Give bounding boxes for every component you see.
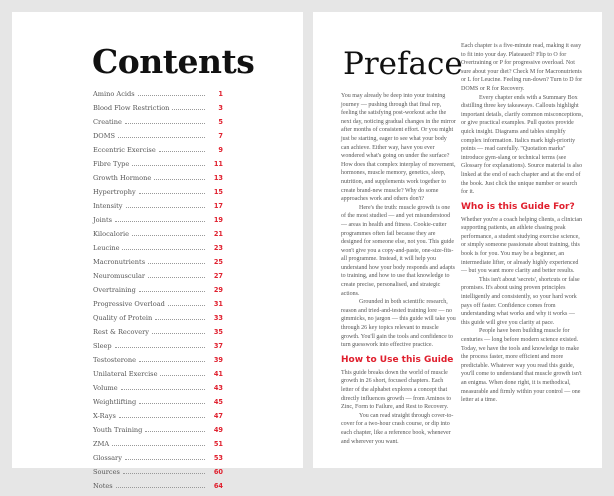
- toc-page-number: 39: [213, 356, 223, 364]
- toc-entry[interactable]: [93, 398, 223, 412]
- toc-label: Amino Acids: [93, 90, 135, 98]
- paragraph: Whether you're a coach helping clients, a clinician supporting patients, an athlete chasing peak performance, a student studying exercise science, or simply someone passionate about training, this book is for you. You may be a beginner, an intermediate lifter, or already highly experienced — but you want more clarity and better results.: [461, 216, 583, 275]
- toc-page-number: 37: [213, 342, 223, 350]
- toc-entry[interactable]: [93, 132, 223, 146]
- toc-page-number: 53: [213, 454, 223, 462]
- toc-leader-dots: [139, 287, 205, 292]
- paragraph: Every chapter ends with a Summary Box distilling three key takeaways. Callouts highlight important details, clarify common misconceptions, or give practical examples. Pull quotes provide quick insight. Diagrams and tables simplify complex information. Italics mark high-priority points — read carefully. "Quotation marks" introduce gym-slang or technical terms (see Glossary for explanations). Source material is also linked at the end of each chapter and at the end of the book. Just click the unique number or search for it.: [461, 94, 583, 196]
- toc-leader-dots: [116, 483, 205, 488]
- toc-label: Fibre Type: [93, 160, 130, 168]
- toc-label: Sleep: [93, 342, 112, 350]
- toc-entry[interactable]: [93, 426, 223, 440]
- paragraph: Grounded in both scientific research, reason and tried-and-tested training lore — no gimmicks, no jargon — this guide will take you through 26 key topics relevant to muscle growth. You'll gain the tools and confidence to turn guesswork into effective practice.: [341, 299, 456, 349]
- toc-entry[interactable]: [93, 356, 223, 370]
- toc-label: Overtraining: [93, 286, 136, 294]
- toc-entry[interactable]: [93, 160, 223, 174]
- toc-page-number: 47: [213, 412, 223, 420]
- section-heading: How to Use this Guide: [341, 354, 454, 365]
- toc-leader-dots: [132, 161, 205, 166]
- toc-leader-dots: [115, 343, 205, 348]
- table-of-contents: [93, 90, 223, 496]
- toc-entry[interactable]: [93, 146, 223, 160]
- toc-label: Notes: [93, 482, 113, 490]
- toc-leader-dots: [125, 119, 205, 124]
- toc-entry[interactable]: [93, 272, 223, 286]
- toc-entry[interactable]: [93, 314, 223, 328]
- toc-leader-dots: [132, 231, 205, 236]
- toc-entry[interactable]: [93, 440, 223, 454]
- toc-page-number: 43: [213, 384, 223, 392]
- toc-entry[interactable]: [93, 342, 223, 356]
- toc-page-number: 49: [213, 426, 223, 434]
- toc-page-number: 11: [213, 160, 223, 168]
- toc-leader-dots: [119, 413, 205, 418]
- toc-leader-dots: [139, 399, 205, 404]
- paragraph: This guide breaks down the world of muscle growth in 26 short, focused chapters. Each letter of the alphabet explores a concept that directly influences growth — from Aminos to Zinc, Form to Failure, and Rest to Recovery.: [341, 369, 451, 411]
- toc-page-number: 45: [213, 398, 223, 406]
- toc-entry[interactable]: [93, 328, 223, 342]
- toc-page-number: 31: [213, 300, 223, 308]
- toc-page-number: 1: [218, 90, 223, 98]
- toc-page-number: 21: [213, 230, 223, 238]
- toc-leader-dots: [148, 259, 205, 264]
- toc-entry[interactable]: [93, 118, 223, 132]
- toc-page-number: 17: [213, 202, 223, 210]
- toc-entry[interactable]: [93, 174, 223, 188]
- toc-leader-dots: [121, 385, 205, 390]
- toc-label: Testosterone: [93, 356, 136, 364]
- toc-leader-dots: [145, 427, 205, 432]
- toc-label: Eccentric Exercise: [93, 146, 156, 154]
- toc-page-number: 64: [213, 482, 223, 490]
- toc-page-number: 5: [218, 118, 223, 126]
- toc-label: DOMS: [93, 132, 115, 140]
- toc-leader-dots: [155, 315, 205, 320]
- toc-page-number: 25: [213, 258, 223, 266]
- preface-title: Preface: [343, 46, 463, 82]
- toc-leader-dots: [118, 133, 205, 138]
- toc-entry[interactable]: [93, 300, 223, 314]
- toc-leader-dots: [125, 455, 205, 460]
- toc-page-number: 15: [213, 188, 223, 196]
- toc-entry[interactable]: [93, 202, 223, 216]
- toc-page-number: 13: [213, 174, 223, 182]
- text-column-1: [341, 92, 456, 446]
- toc-leader-dots: [172, 105, 205, 110]
- toc-page-number: 3: [218, 104, 223, 112]
- toc-label: Volume: [93, 384, 118, 392]
- toc-leader-dots: [126, 203, 205, 208]
- toc-entry[interactable]: [93, 188, 223, 202]
- toc-label: Weightlifting: [93, 398, 137, 406]
- toc-entry[interactable]: [93, 230, 223, 244]
- contents-page: [12, 12, 303, 490]
- toc-label: Creatine: [93, 118, 122, 126]
- toc-label: Joints: [93, 216, 113, 224]
- toc-leader-dots: [152, 329, 205, 334]
- toc-label: Blood Flow Restriction: [93, 104, 170, 112]
- toc-entry[interactable]: [93, 104, 223, 118]
- toc-label: Youth Training: [93, 426, 143, 434]
- paragraph: You can read straight through cover-to-cover for a two-hour crash course, or dip into each chapter, like a reference book, whenever and wherever you want.: [341, 412, 454, 445]
- toc-leader-dots: [122, 245, 205, 250]
- toc-label: Hypertrophy: [93, 188, 136, 196]
- paragraph: People have been building muscle for centuries — long before modern science existed. Today, we have the tools and knowledge to make the process faster, more efficient and more predictable. Whatever way you read this guide, you'll come to understand that muscle growth isn't an enigma. When done right, it is methodical, measurable and firmly within your control — one letter at a time.: [461, 328, 582, 404]
- toc-entry[interactable]: [93, 258, 223, 272]
- toc-label: Glossary: [93, 454, 122, 462]
- toc-leader-dots: [159, 147, 205, 152]
- toc-leader-dots: [139, 357, 205, 362]
- paragraph: Here's the truth: muscle growth is one of the most studied — and yet misunderstood — areas in health and fitness. Cookie-cutter programmes often fail because they are designed for someone else, not you. This guide won't give you a copy-and-paste, one-size-fits-all programme. Instead, it will help you understand how your body responds and adapts to training, and how to use that knowledge to create precise, personalised, and strategic actions.: [341, 204, 455, 297]
- toc-entry[interactable]: [93, 244, 223, 258]
- toc-entry[interactable]: [93, 412, 223, 426]
- text-column-2: [461, 42, 583, 405]
- toc-label: X-Rays: [93, 412, 116, 420]
- toc-leader-dots: [168, 301, 205, 306]
- section-heading: Who is this Guide For?: [461, 201, 575, 212]
- toc-page-number: 23: [213, 244, 223, 252]
- toc-entry[interactable]: [93, 384, 223, 398]
- toc-page-number: 9: [218, 146, 223, 154]
- contents-title: Contents: [92, 42, 255, 81]
- paragraph: This isn't about 'secrets', shortcuts or false promises. It's about using proven principles intelligently and consistently, so your hard work pays off faster. Confidence comes from understanding what works and why it works — this guide will give you clarity at pace.: [461, 276, 580, 326]
- toc-label: Neuromuscular: [93, 272, 146, 280]
- paragraph: Each chapter is a five-minute read, making it easy to fit into your day. Plateaued? Flip to O for Overtraining or P for progressive overload. Not sure about your diet? Check M for Macronutrients or L for Leucine. Feeling run-down? Turn to D for DOMS or R for Recovery.: [461, 43, 583, 92]
- toc-leader-dots: [148, 273, 205, 278]
- toc-entry[interactable]: [93, 482, 223, 496]
- toc-label: Quality of Protein: [93, 314, 153, 322]
- toc-label: Sources: [93, 468, 120, 476]
- toc-label: Macronutrients: [93, 258, 146, 266]
- toc-label: Unilateral Exercise: [93, 370, 158, 378]
- toc-page-number: 60: [213, 468, 223, 476]
- preface-page: [313, 12, 602, 468]
- toc-page-number: 7: [218, 132, 223, 140]
- toc-label: Intensity: [93, 202, 123, 210]
- toc-label: Leucine: [93, 244, 120, 252]
- toc-leader-dots: [115, 217, 205, 222]
- toc-label: Kilocalorie: [93, 230, 129, 238]
- toc-label: Progressive Overload: [93, 300, 165, 308]
- toc-page-number: 35: [213, 328, 223, 336]
- toc-page-number: 29: [213, 286, 223, 294]
- toc-entry[interactable]: [93, 286, 223, 300]
- toc-leader-dots: [139, 189, 205, 194]
- toc-label: Growth Hormone: [93, 174, 152, 182]
- toc-page-number: 27: [213, 272, 223, 280]
- toc-page-number: 19: [213, 216, 223, 224]
- paragraph: You may already be deep into your training journey — pushing through that final rep, feeling the satisfying post-workout ache the next day, noticing gradual changes in the mirror after months of consistent effort. Or you might just be starting, eager to see what your body can achieve. Either way, have you ever wondered what's going on under the surface? How does that complex interplay of movement, hormones, muscle memory, genetics, sleep, nutrition, and supplements work together to create brand-new muscle? Why do some approaches work and others don't?: [341, 93, 456, 203]
- toc-entry[interactable]: [93, 90, 223, 104]
- toc-page-number: 41: [213, 370, 223, 378]
- toc-leader-dots: [112, 441, 205, 446]
- toc-entry[interactable]: [93, 370, 223, 384]
- toc-page-number: 33: [213, 314, 223, 322]
- toc-label: ZMA: [93, 440, 110, 448]
- toc-label: Rest & Recovery: [93, 328, 149, 336]
- toc-leader-dots: [160, 371, 205, 376]
- toc-entry[interactable]: [93, 216, 223, 230]
- toc-leader-dots: [138, 91, 205, 96]
- toc-leader-dots: [123, 469, 205, 474]
- toc-page-number: 51: [213, 440, 223, 448]
- toc-leader-dots: [154, 175, 205, 180]
- toc-entry[interactable]: [93, 454, 223, 468]
